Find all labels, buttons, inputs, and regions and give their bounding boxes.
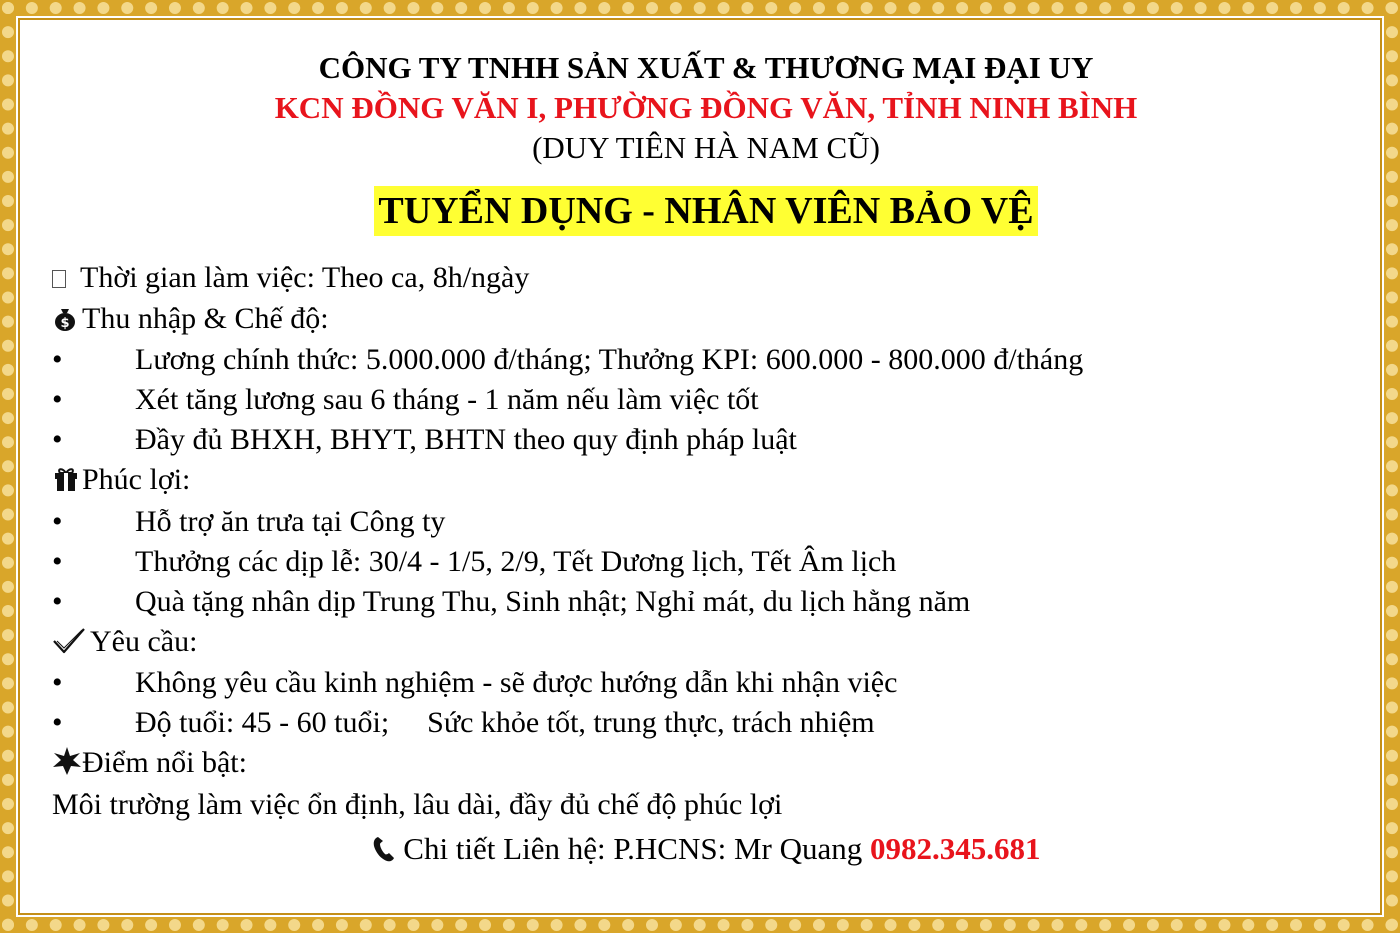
bullet: • (52, 423, 63, 456)
job-details (52, 258, 1360, 871)
highlights-title: Điểm nổi bật: (82, 746, 247, 779)
benefits-title-line (52, 460, 1360, 502)
bullet: • (52, 544, 63, 578)
star-icon (52, 744, 82, 785)
phone-icon (372, 831, 404, 866)
highlights-text: Môi trường làm việc ổn định, lâu dài, đầy đủ chế độ phúc lợi (52, 787, 783, 821)
job-headline: TUYỂN DỤNG - NHÂN VIÊN BẢO VỆ (374, 186, 1037, 236)
contact-label: Chi tiết Liên hệ: P.HCNS: Mr Quang (403, 831, 863, 866)
contact-phone: 0982.345.681 (869, 831, 1041, 866)
income-item-1: Lương chính thức: 5.000.000 đ/tháng; Thưởng KPI: 600.000 - 800.000 đ/tháng (135, 343, 1084, 376)
money-bag-icon (52, 300, 82, 341)
contact-line (52, 827, 1360, 871)
benefit-item-3: Quà tặng nhân dịp Trung Thu, Sinh nhật; Nghỉ mát, du lịch hằng năm (135, 584, 971, 618)
highlights-text-line (52, 785, 1360, 826)
list-item (52, 703, 1360, 743)
benefit-item-1: Hỗ trợ ăn trưa tại Công ty (135, 504, 446, 538)
requirement-health: Sức khỏe tốt, trung thực, trách nhiệm (427, 706, 875, 739)
benefit-item-2: Thưởng các dịp lễ: 30/4 - 1/5, 2/9, Tết Dương lịch, Tết Âm lịch (135, 544, 897, 578)
list-item (52, 420, 1360, 460)
svg-text:$: $ (60, 315, 70, 331)
company-name: CÔNG TY TNHH SẢN XUẤT & THƯƠNG MẠI ĐẠI UY (318, 50, 1094, 85)
bullet: • (52, 706, 63, 739)
requirements-title: Yêu cầu: (90, 624, 198, 658)
requirements-title-line (52, 622, 1360, 664)
bullet: • (52, 383, 63, 416)
list-item (52, 542, 1360, 582)
requirement-item-1: Không yêu cầu kinh nghiệm - sẽ được hướng dẫn khi nhận việc (135, 666, 898, 699)
list-item (52, 663, 1360, 703)
list-item (52, 340, 1360, 380)
bullet: • (52, 504, 63, 538)
bullet: • (52, 584, 63, 618)
income-title: Thu nhập & Chế độ: (82, 301, 329, 335)
list-item (52, 380, 1360, 420)
bullet: • (52, 666, 63, 699)
highlights-title-line (52, 743, 1360, 785)
requirement-age: Độ tuổi: 45 - 60 tuổi; (135, 706, 390, 739)
check-icon (52, 623, 82, 664)
income-item-2: Xét tăng lương sau 6 tháng - 1 năm nếu làm việc tốt (135, 383, 759, 416)
poster-content (52, 48, 1360, 903)
bullet: • (52, 343, 63, 376)
gift-icon (52, 461, 82, 502)
income-item-3: Đầy đủ BHXH, BHYT, BHTN theo quy định pháp luật (135, 423, 797, 456)
income-title-line (52, 299, 1360, 341)
headline-container (52, 186, 1360, 244)
box-icon (52, 270, 66, 288)
work-time-line (52, 258, 1360, 299)
list-item (52, 582, 1360, 622)
company-address: KCN ĐỒNG VĂN I, PHƯỜNG ĐỒNG VĂN, TỈNH NINH BÌNH (274, 90, 1138, 125)
work-time-text: Thời gian làm việc: Theo ca, 8h/ngày (80, 261, 530, 294)
old-location: (DUY TIÊN HÀ NAM CŨ) (532, 130, 880, 165)
benefits-title: Phúc lợi: (82, 463, 191, 496)
list-item (52, 502, 1360, 542)
